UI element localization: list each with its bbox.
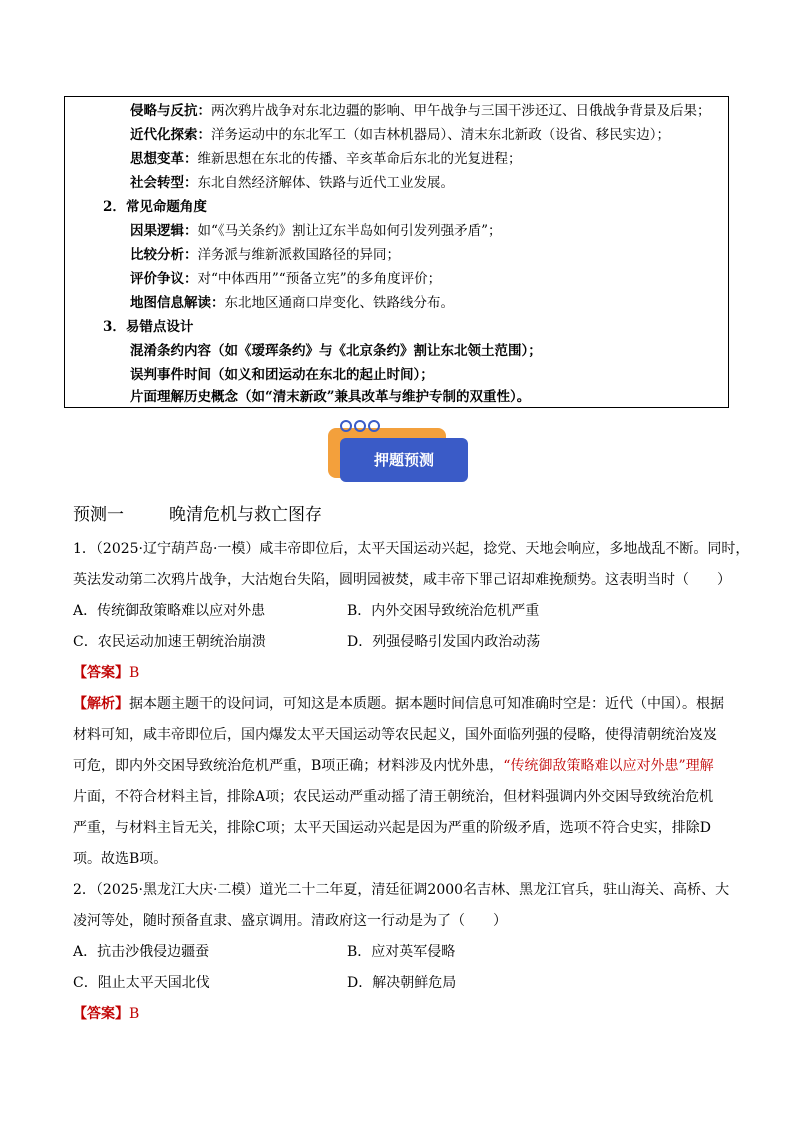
option-b: B．内外交困导致统治危机严重 — [347, 603, 540, 619]
option-b: B．应对英军侵略 — [347, 944, 456, 960]
summary-heading: 3．易错点设计 — [103, 319, 194, 335]
section-banner — [328, 418, 470, 482]
option-d: D．列强侵略引发国内政治动荡 — [347, 634, 541, 650]
question-1-stem: 英法发动第二次鸦片战争，大沽炮台失陷，圆明园被焚，咸丰帝下罪己诏却难挽颓势。这表明当时（ ） — [73, 572, 731, 588]
analysis-line: 严重，与材料主旨无关，排除C项；太平天国运动兴起是因为严重的阶级矛盾，选项不符合史实，排除D — [73, 820, 711, 836]
answer-line: 【答案】B — [73, 665, 140, 681]
analysis-line: 项。故选B项。 — [73, 851, 168, 867]
banner-graphic — [328, 418, 470, 482]
summary-line: 思想变革：维新思想在东北的传播、辛亥革命后东北的光复进程； — [130, 151, 522, 167]
summary-line: 混淆条约内容（如《瑷珲条约》与《北京条约》割让东北领土范围）； — [130, 343, 542, 359]
summary-line: 侵略与反抗：两次鸦片战争对东北边疆的影响、甲午战争与三国干涉还辽、日俄战争背景及后果； — [130, 103, 711, 119]
summary-line: 评价争议：对“中体西用”“预备立宪”的多角度评价； — [130, 271, 442, 287]
banner-title: 押题预测 — [373, 451, 435, 469]
question-2-stem: 凌河等处，随时预备直隶、盛京调用。清政府这一行动是为了（ ） — [73, 913, 507, 929]
summary-line: 片面理解历史概念（如“清末新政”兼具改革与维护专制的双重性）。 — [130, 389, 531, 405]
analysis-line: 片面，不符合材料主旨，排除A项；农民运动严重动摇了清王朝统治，但材料强调内外交困导致统治危机 — [73, 789, 714, 805]
section-heading — [73, 500, 322, 525]
analysis-line: 【解析】据本题主题干的设问词，可知这是本质题。据本题时间信息可知准确时空是：近代（中国）。根据 — [73, 696, 724, 712]
summary-line: 地图信息解读：东北地区通商口岸变化、铁路线分布。 — [130, 295, 454, 311]
summary-line: 比较分析：洋务派与维新派救国路径的异同； — [130, 247, 400, 263]
analysis-line: 可危，即内外交困导致统治危机严重，B项正确；材料涉及内忧外患，“传统御敌策略难以应对外患”理解 — [73, 758, 714, 774]
summary-box — [64, 96, 729, 408]
section-tag: 预测一 — [73, 505, 124, 525]
summary-heading: 2．常见命题角度 — [103, 199, 207, 215]
question-2-stem: 2．（2025·黑龙江大庆·二模）道光二十二年夏，清廷征调2000名吉林、黑龙江官兵，驻山海关、高桥、大 — [73, 882, 730, 898]
section-title: 晚清危机与救亡图存 — [169, 505, 322, 525]
option-c: C．阻止太平天国北伐 — [73, 975, 210, 991]
option-c: C．农民运动加速王朝统治崩溃 — [73, 634, 266, 650]
summary-line: 因果逻辑：如“《马关条约》割让辽东半岛如何引发列强矛盾”； — [130, 223, 502, 239]
question-1-stem: 1．（2025·辽宁葫芦岛·一模）咸丰帝即位后，太平天国运动兴起，捻党、天地会响应，多地战乱不断。同时， — [73, 541, 750, 557]
summary-line: 近代化探索：洋务运动中的东北军工（如吉林机器局）、清末东北新政（设省、移民实边）； — [130, 127, 670, 143]
summary-line: 误判事件时间（如义和团运动在东北的起止时间）； — [130, 367, 434, 383]
summary-line: 社会转型：东北自然经济解体、铁路与近代工业发展。 — [130, 175, 454, 191]
analysis-line: 材料可知，咸丰帝即位后，国内爆发太平天国运动等农民起义，国外面临列强的侵略，使得清朝统治岌岌 — [73, 727, 717, 743]
option-a: A．传统御敌策略难以应对外患 — [73, 603, 266, 619]
answer-line: 【答案】B — [73, 1006, 140, 1022]
option-d: D．解决朝鲜危局 — [347, 975, 457, 991]
option-a: A．抗击沙俄侵边疆蚕 — [73, 944, 210, 960]
